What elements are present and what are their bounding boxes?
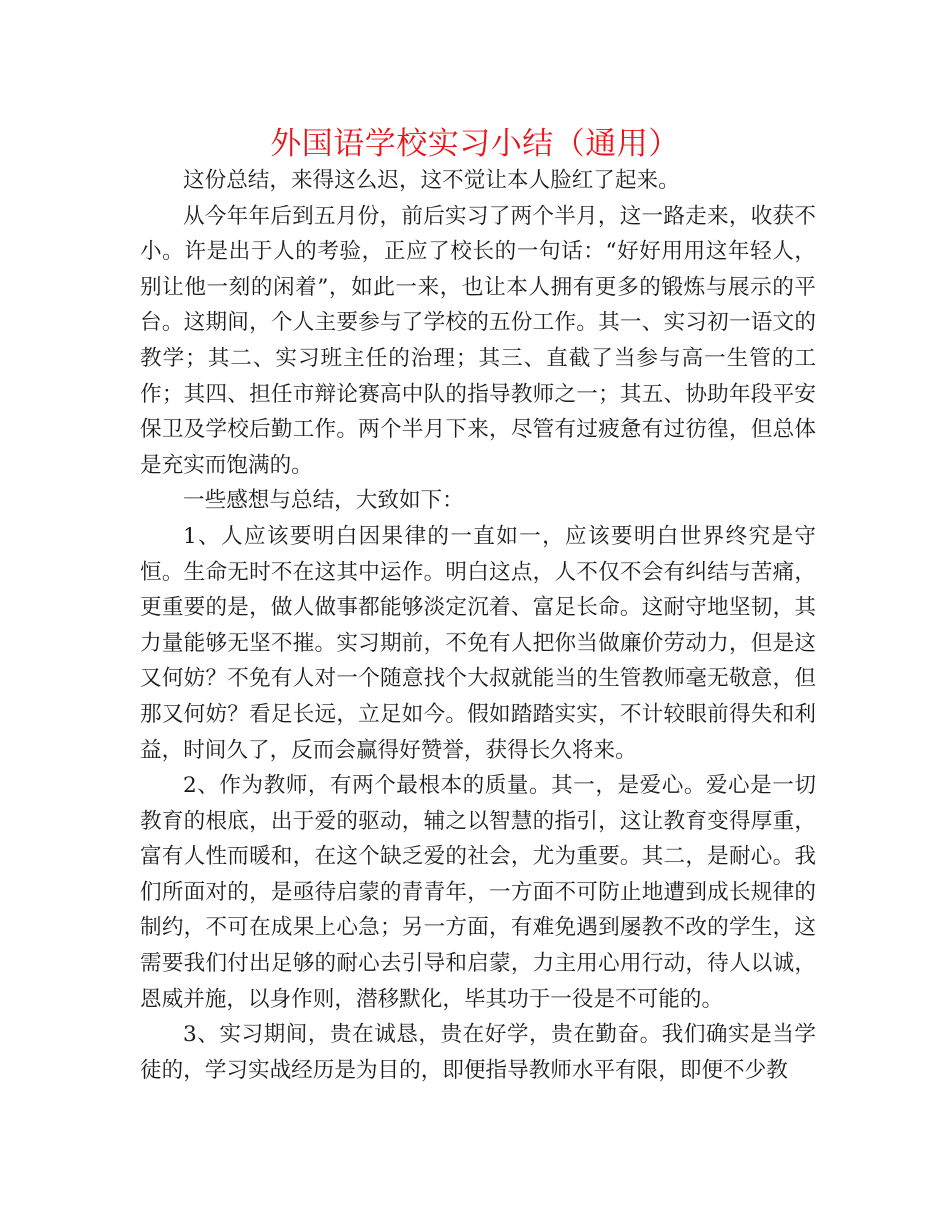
paragraph-intro: 这份总结，来得这么迟，这不觉让本人脸红了起来。: [183, 168, 680, 193]
paragraph-point-3: 3、实习期间，贵在诚恳，贵在好学，贵在勤奋。我们确实是当学徒的，学习实战经历是为目的，即便指导教师水平有限，即便不少教: [140, 1022, 816, 1083]
paragraph-point-1: 1、人应该要明白因果律的一直如一，应该要明白世界终究是守恒。生命无时不在这其中运作。明白这点，人不仅不会有纠结与苦痛，更重要的是，做人做事都能够淡定沉着、富足长命。这耐守地坚韧，其力量能够无坚不摧。实习期前，不免有人把你当做廉价劳动力，但是这又何妨？不免有人对一个随意找个大叔就能当的生管教师毫无敬意，但那又何妨？看足长远，立足如今。假如踏踏实实，不计较眼前得失和利益，时间久了，反而会赢得好赞誉，获得长久将来。: [140, 523, 816, 763]
paragraph-overview: 从今年年后到五月份，前后实习了两个半月，这一路走来，收获不小。许是出于人的考验，正应了校长的一句话：“好好用用这年轻人，别让他一刻的闲着”，如此一来，也让本人拥有更多的锻炼与展示的平台。这期间，个人主要参与了学校的五份工作。其一、实习初一语文的教学；其二、实习班主任的治理；其三、直截了当参与高一生管的工作；其四、担任市辩论赛高中队的指导教师之一；其五、协助年段平安保卫及学校后勤工作。两个半月下来，尽管有过疲惫有过彷徨，但总体是充实而饱满的。: [140, 203, 816, 478]
paragraph-summary-lead: 一些感想与总结，大致如下：: [183, 488, 464, 514]
document-title: 外国语学校实习小结（通用）: [270, 126, 680, 162]
paragraph-point-2: 2、作为教师，有两个最根本的质量。其一，是爱心。爱心是一切教育的根底，出于爱的驱动，辅之以智慧的指引，这让教育变得厚重，富有人性而暖和，在这个缺乏爱的社会，尤为重要。其二，是耐心。我们所面对的，是亟待启蒙的青青年，一方面不可防止地遭到成长规律的制约，不可在成果上心急；另一方面，有难免遇到屡教不改的学生，这需要我们付出足够的耐心去引导和启蒙，力主用心用行动，待人以诚，恩威并施，以身作则，潜移默化，毕其功于一役是不可能的。: [140, 773, 816, 1012]
document-body: [140, 163, 816, 1088]
